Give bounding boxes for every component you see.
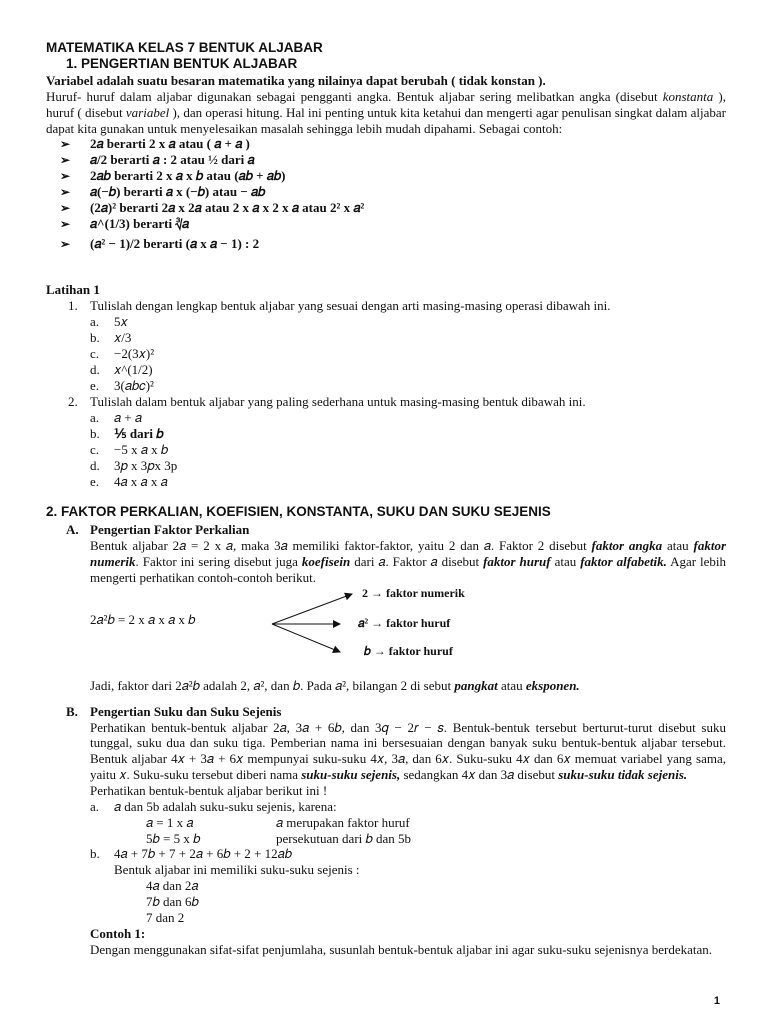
para-part-1: Huruf- huruf dalam aljabar digunakan sebagai pengganti angka. Bentuk aljabar sering melibatkan angka (disebut (46, 88, 658, 104)
list-item: a. 𝑎 + 𝑎 (90, 409, 142, 425)
latihan-heading: Latihan 1 (46, 282, 100, 298)
arrow-bullet-icon: ➢ (60, 217, 71, 232)
list-item: a. 5𝑥 (90, 314, 128, 330)
example-item: ➢ 𝑎/2 berarti 𝑎 : 2 atau ½ dari 𝑎 (60, 152, 255, 168)
arrow-bullet-icon: ➢ (60, 201, 71, 216)
list-item: d. 3𝑝 x 3𝑝x 3p (90, 457, 178, 473)
label-a-squared: 𝑎² → faktor huruf (358, 615, 451, 630)
factor-diagram (90, 586, 726, 678)
list-item: e. 4𝑎 x 𝑎 x 𝑎 (90, 473, 168, 489)
latihan-questions-2 (46, 394, 726, 410)
section-1-heading: 1. PENGERTIAN BENTUK ALJABAR (66, 56, 298, 72)
example-a: a. 𝑎 dan 5b adalah suku-suku sejenis, karena: (90, 798, 337, 814)
section-2-heading: 2. FAKTOR PERKALIAN, KOEFISIEN, KONSTANTA, SUKU DAN SUKU SEJENIS (46, 503, 551, 519)
arrow-to-b (272, 624, 340, 652)
list-item: c. −5 x 𝑎 x 𝑏 (90, 441, 169, 457)
list-item: d. 𝑥^(1/2) (90, 362, 153, 378)
contoh-heading: Contoh 1: (90, 925, 146, 941)
question-2 (46, 394, 726, 410)
arrow-bullet-icon: ➢ (60, 237, 71, 252)
example-b: b. 4𝑎 + 7𝑏 + 7 + 2𝑎 + 6𝑏 + 2 + 12𝑎𝑏 (90, 846, 292, 862)
example-item: ➢ (𝑎² − 1)/2 berarti (𝑎 x 𝑎 − 1) : 2 (60, 236, 260, 252)
label-b: 𝑏 → faktor huruf (364, 643, 453, 658)
label-numeric: 2 → faktor numerik (362, 585, 465, 600)
arrow-bullet-icon: ➢ (60, 169, 71, 184)
example-list (46, 136, 726, 256)
question-1-items (46, 314, 726, 394)
question-2-items (46, 410, 726, 490)
example-item: ➢ (2𝑎)² berarti 2𝑎 x 2𝑎 atau 2 x 𝑎 x 2 x 𝑎 atau 2² x 𝑎² (60, 200, 365, 216)
list-item: b. 𝑥/3 (90, 330, 132, 346)
list-item: e. 3(𝑎𝑏𝑐)² (90, 378, 154, 394)
arrow-to-numeric (272, 594, 352, 624)
term-variabel: variabel (125, 104, 170, 120)
document-title: MATEMATIKA KELAS 7 BENTUK ALJABAR (46, 40, 323, 55)
question-number: 2. (68, 394, 78, 410)
list-item: b. ⅕ dari 𝑏 (90, 425, 164, 441)
conclusion-text: Jadi, faktor dari 2𝑎²𝑏 adalah 2, 𝑎², dan 𝑏. Pada 𝑎², bilangan 2 di sebut pangkat atau eksponen. (90, 677, 580, 693)
example-item: ➢ 𝑎(−𝑏) berarti 𝑎 x (−𝑏) atau − 𝑎𝑏 (60, 184, 266, 200)
pair-item: 7 dan 2 (146, 909, 185, 925)
arrow-bullet-icon: ➢ (60, 137, 71, 152)
term-konstanta: konstanta (662, 88, 714, 104)
example-b-description: Bentuk aljabar ini memiliki suku-suku sejenis : (114, 862, 360, 878)
list-item: c. −2(3𝑥)² (90, 346, 155, 362)
factor-expression: 2𝑎²𝑏 = 2 x 𝑎 x 𝑎 x 𝑏 (90, 611, 196, 627)
subsection-b-heading: B. Pengertian Suku dan Suku Sejenis (66, 703, 282, 719)
subsection-b-paragraph: Perhatikan bentuk-bentuk aljabar 2𝑎, 3𝑎 + 6𝑏, dan 3𝑞 − 2𝑟 − 𝑠. Bentuk-bentuk tersebut berturut-turut disebut suku tunggal, suku dua dan suku tiga. Pemberian nama ini bersesuaian dengan banyak suku bentuk-bentuk aljabar tersebut. Bentuk aljabar 4𝑥 + 3𝑎 + 6𝑥 mempunyai suku-suku 4𝑥, 3𝑎, dan 6𝑥. Suku-suku 4𝑥 dan 6𝑥 memuat variabel yang sama, yaitu 𝑥. Suku-suku tersebut diberi nama suku-suku sejenis, sedangkan 4𝑥 dan 3𝑎 disebut suku-suku tidak sejenis. (90, 719, 726, 783)
contoh-text: Dengan menggunakan sifat-sifat penjumlaha, susunlah bentuk-bentuk aljabar ini agar suku-suku sejenisnya berdekatan. (90, 941, 713, 957)
question-text: Tulislah dengan lengkap bentuk aljabar yang sesuai dengan arti masing-masing operasi dibawah ini. (90, 298, 611, 314)
latihan-questions (46, 298, 726, 314)
question-1 (46, 298, 726, 314)
page-number: 1 (713, 995, 720, 1007)
example-a-row-1: 𝑎 = 1 x 𝑎 𝑎 merupakan faktor huruf (146, 814, 410, 830)
pair-item: 7𝑏 dan 6𝑏 (146, 894, 199, 910)
subsection-a-heading: A. Pengertian Faktor Perkalian (66, 522, 250, 538)
arrow-bullet-icon: ➢ (60, 153, 71, 168)
subsection-b-intro: Perhatikan bentuk-bentuk aljabar berikut ini ! (90, 783, 328, 799)
page-content (46, 40, 726, 957)
section-1-paragraph (46, 89, 726, 137)
arrow-lines (90, 586, 590, 678)
example-a-row-2: 5𝑏 = 5 x 𝑏 persekutuan dari 𝑏 dan 5b (146, 830, 412, 846)
pair-item: 4𝑎 dan 2𝑎 (146, 878, 199, 894)
example-item: ➢ 2𝑎𝑏 berarti 2 x 𝑎 x 𝑏 atau (𝑎𝑏 + 𝑎𝑏) (60, 168, 286, 184)
example-item: ➢ 2𝑎 berarti 2 x 𝑎 atau ( 𝑎 + 𝑎 ) (60, 136, 250, 152)
question-number: 1. (68, 298, 78, 314)
variable-definition: Variabel adalah suatu besaran matematika yang nilainya dapat berubah ( tidak konstan ). (46, 72, 546, 88)
subsection-a-paragraph: Bentuk aljabar 2𝑎 = 2 x 𝑎, maka 3𝑎 memiliki faktor-faktor, yaitu 2 dan 𝑎. Faktor 2 disebut faktor angka atau faktor numerik. Faktor ini sering disebut juga koefisein dari 𝑎. Faktor 𝑎 disebut faktor huruf atau faktor alfabetik. Agar lebih mengerti perhatikan contoh-contoh berikut. (90, 538, 727, 585)
question-text: Tulislah dalam bentuk aljabar yang paling sederhana untuk masing-masing bentuk dibawah ini. (90, 394, 586, 410)
para-part-3: ), dan operasi hitung. Hal ini penting untuk kita ketahui dan mengerti agar penulisan singkat dalam aljabar dapat kita gunakan untuk menyelesaikan masalah sehingga lebih mudah dipahami. Sebagai contoh: (46, 104, 726, 136)
para-part-2: ), huruf ( disebut (46, 88, 727, 120)
arrow-bullet-icon: ➢ (60, 185, 71, 200)
example-item: ➢ 𝑎^(1/3) berarti ∛𝑎 (60, 216, 190, 232)
